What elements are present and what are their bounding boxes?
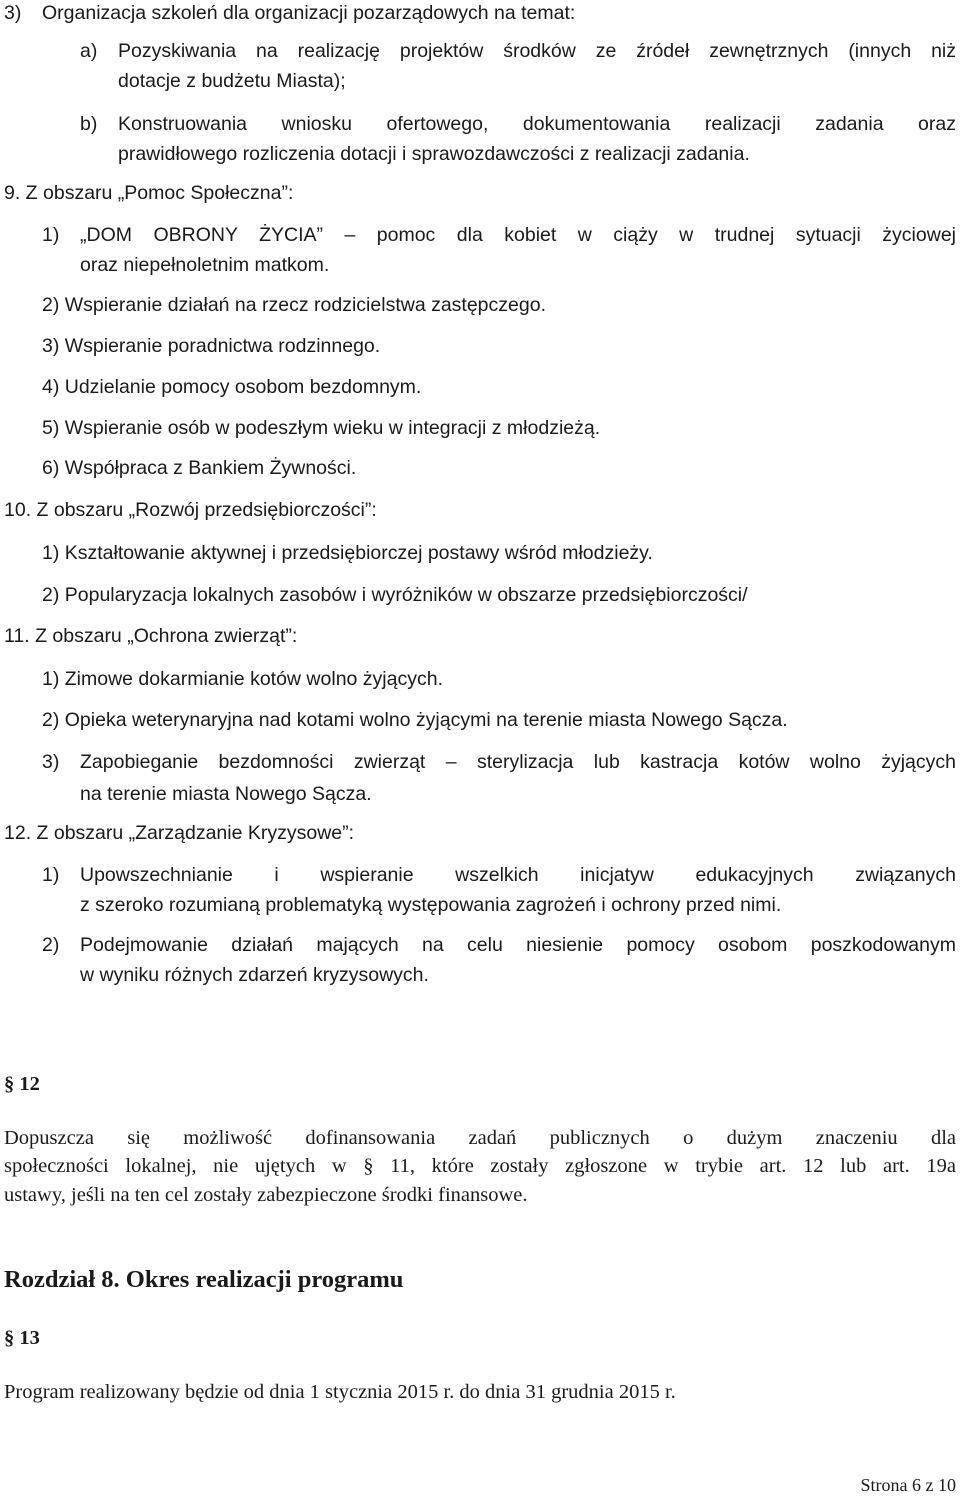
list-item-title: Organizacja szkoleń dla organizacji pozarządowych na temat: (42, 2, 576, 24)
list-item: 4) Udzielanie pomocy osobom bezdomnym. (42, 376, 422, 398)
list-number: 2) (42, 934, 60, 956)
list-number: 3) (42, 751, 60, 773)
list-item-line: Pozyskiwania na realizację projektów środków ze źródeł zewnętrznych (innych niż (118, 40, 956, 62)
list-letter: a) (80, 40, 98, 62)
list-item-line: na terenie miasta Nowego Sącza. (80, 783, 372, 805)
chapter-heading: Rozdział 8. Okres realizacji programu (4, 1266, 404, 1293)
list-item-line: Zapobieganie bezdomności zwierząt – sterylizacja lub kastracja kotów wolno żyjących (80, 751, 956, 773)
paragraph-line: ustawy, jeśli na ten cel zostały zabezpieczone środki finansowe. (4, 1184, 528, 1206)
section-heading: 9. Z obszaru „Pomoc Społeczna”: (4, 182, 294, 204)
section-heading: 12. Z obszaru „Zarządzanie Kryzysowe”: (4, 822, 355, 844)
paragraph-line: społeczności lokalnej, nie ujętych w § 11, które zostały zgłoszone w trybie art. 12 lub art. 19a (4, 1155, 956, 1177)
list-number: 1) (42, 864, 60, 886)
list-item-line: Podejmowanie działań mających na celu niesienie pomocy osobom poszkodowanym (80, 934, 956, 956)
section-heading: 10. Z obszaru „Rozwój przedsiębiorczości”: (4, 499, 377, 521)
list-item-line: prawidłowego rozliczenia dotacji i sprawozdawczości z realizacji zadania. (118, 143, 750, 165)
list-item-line: Upowszechnianie i wspieranie wszelkich inicjatyw edukacyjnych związanych (80, 864, 956, 886)
paragraph-sign: § 13 (4, 1327, 40, 1349)
list-item-line: „DOM OBRONY ŻYCIA” – pomoc dla kobiet w ciąży w trudnej sytuacji życiowej (80, 224, 956, 246)
list-letter: b) (80, 113, 98, 135)
list-number: 1) (42, 224, 60, 246)
paragraph-sign: § 12 (4, 1073, 40, 1095)
list-number: 3) (4, 2, 22, 24)
list-item: 5) Wspieranie osób w podeszłym wieku w integracji z młodzieżą. (42, 417, 601, 439)
list-item: 2) Popularyzacja lokalnych zasobów i wyróżników w obszarze przedsiębiorczości/ (42, 584, 748, 606)
list-item: 3) Wspieranie poradnictwa rodzinnego. (42, 335, 381, 357)
page-number: Strona 6 z 10 (860, 1475, 956, 1495)
list-item-line: oraz niepełnoletnim matkom. (80, 254, 330, 276)
list-item-line: z szeroko rozumianą problematyką występowania zagrożeń i ochrony przed nimi. (80, 894, 782, 916)
paragraph-line: Dopuszcza się możliwość dofinansowania zadań publicznych o dużym znaczeniu dla (4, 1127, 956, 1149)
list-item-line: dotacje z budżetu Miasta); (118, 70, 346, 92)
list-item: 6) Współpraca z Bankiem Żywności. (42, 457, 357, 479)
section-heading: 11. Z obszaru „Ochrona zwierząt”: (4, 625, 298, 647)
list-item: 1) Kształtowanie aktywnej i przedsiębiorczej postawy wśród młodzieży. (42, 542, 653, 564)
list-item: 2) Opieka weterynaryjna nad kotami wolno żyjącymi na terenie miasta Nowego Sącza. (42, 709, 788, 731)
list-item: 2) Wspieranie działań na rzecz rodzicielstwa zastępczego. (42, 294, 546, 316)
list-item-line: w wyniku różnych zdarzeń kryzysowych. (80, 964, 429, 986)
list-item: 1) Zimowe dokarmianie kotów wolno żyjących. (42, 668, 443, 690)
list-item-line: Konstruowania wniosku ofertowego, dokumentowania realizacji zadania oraz (118, 113, 956, 135)
paragraph-line: Program realizowany będzie od dnia 1 stycznia 2015 r. do dnia 31 grudnia 2015 r. (4, 1381, 676, 1403)
